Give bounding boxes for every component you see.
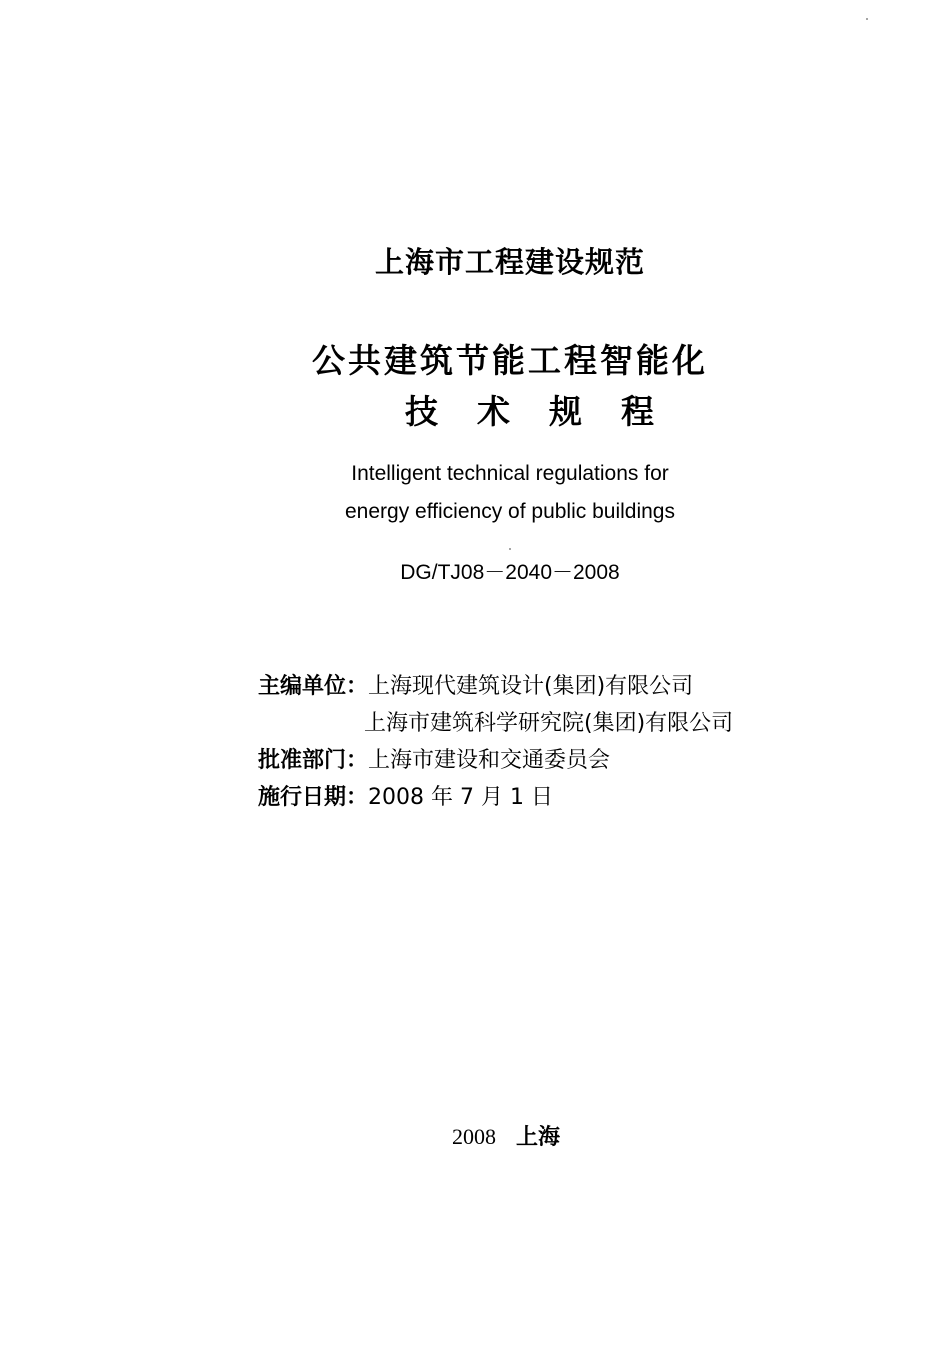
- standard-code: DG/TJ08－2040－2008: [400, 561, 620, 584]
- scan-speck: [866, 18, 868, 20]
- publication-info: [258, 668, 733, 816]
- effective-date: 2008 年 7 月 1 日: [368, 785, 553, 810]
- english-title-line1: Intelligent technical regulations for: [351, 462, 669, 485]
- publication-year: 2008: [452, 1124, 496, 1149]
- editor-unit-2: 上海市建筑科学研究院(集团)有限公司: [364, 711, 734, 736]
- main-title-line1: 公共建筑节能工程智能化: [312, 341, 708, 380]
- editor-row: [258, 668, 733, 705]
- editor-row-2: [258, 705, 733, 742]
- series-title: 上海市工程建设规范: [374, 245, 645, 279]
- approval-dept: 上海市建设和交通委员会: [368, 748, 611, 773]
- effective-label: 施行日期：: [258, 785, 369, 810]
- approval-row: [258, 742, 733, 779]
- editor-unit-1: 上海现代建筑设计(集团)有限公司: [368, 674, 694, 699]
- main-title-line2: 技术规程: [405, 392, 693, 431]
- approval-label: 批准部门：: [258, 748, 369, 773]
- effective-row: [258, 779, 733, 816]
- publication-footer: [452, 1120, 560, 1151]
- scan-speck: [509, 548, 511, 550]
- english-title-line2: energy efficiency of public buildings: [345, 500, 675, 523]
- editor-label: 主编单位：: [258, 674, 369, 699]
- publication-city: 上海: [516, 1125, 561, 1150]
